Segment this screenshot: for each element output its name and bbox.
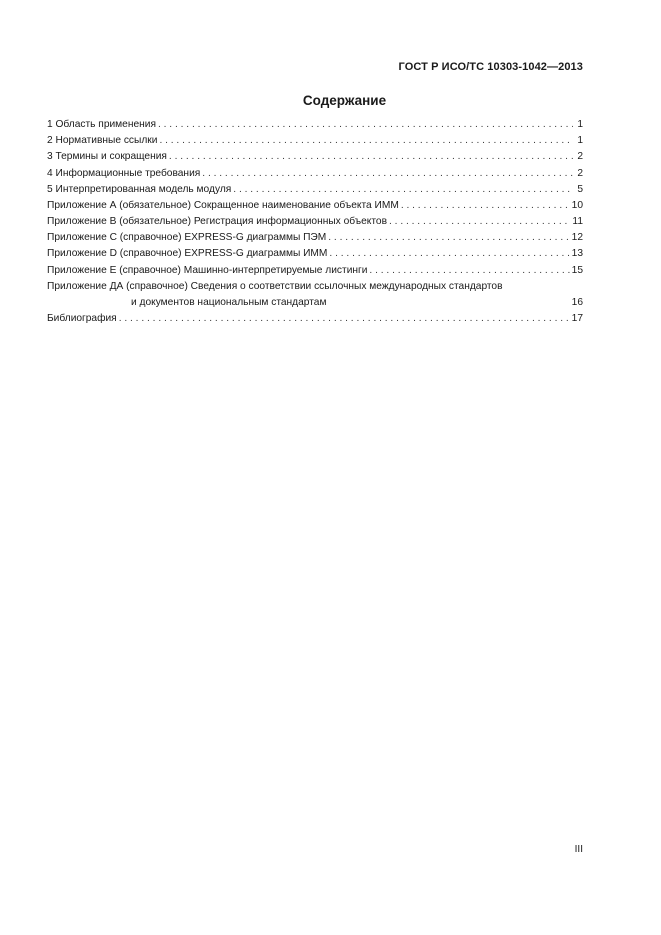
toc-leader-dots [158,117,573,133]
toc-entry-page: 1 [577,135,583,147]
toc-entry-text: 5 Интерпретированная модель модуля [47,183,232,195]
toc-entry-page: 1 [577,118,583,130]
page-title: Содержание [302,93,387,108]
table-of-contents [47,117,583,327]
toc-leader-dots [119,311,570,327]
toc-leader-dots [169,149,573,165]
toc-entry-page: 11 [572,216,583,228]
toc-entry-page: 10 [571,199,583,211]
toc-entry[interactable] [47,133,583,149]
toc-entry-text: 4 Информационные требования [47,167,201,179]
toc-entry[interactable] [47,247,583,263]
toc-entry[interactable] [47,198,583,214]
toc-entry[interactable] [47,149,583,165]
toc-entry-text: Приложение В (обязательное) Регистрация информационных объектов [47,216,387,228]
toc-entry-page: 15 [571,264,583,276]
toc-leader-dots [159,133,573,149]
toc-entry-page: 5 [577,183,583,195]
toc-leader-dots [233,182,573,198]
toc-entry[interactable] [47,166,583,182]
toc-entry-line2-row [47,295,583,311]
toc-entry-multiline[interactable] [47,279,583,311]
toc-entry-text: 3 Термины и сокращения [47,151,167,163]
toc-entry-text: Приложение Е (справочное) Машинно-интерпретируемые листинги [47,264,368,276]
toc-entry-page: 13 [571,248,583,260]
toc-entry-page: 2 [577,167,583,179]
toc-entry-text: Приложение А (обязательное) Сокращенное наименование объекта ИММ [47,199,399,211]
toc-entry-text: Приложение С (справочное) EXPRESS-G диаграммы ПЭМ [47,232,327,244]
toc-entry-page: 2 [577,151,583,163]
toc-entry-page: 12 [571,232,583,244]
toc-leader-dots [328,230,569,246]
toc-entry-text-line1: Приложение ДА (справочное) Сведения о соответствии ссылочных международных стандартов [47,280,503,292]
toc-entry[interactable] [47,182,583,198]
toc-entry[interactable] [47,214,583,230]
document-header: ГОСТ Р ИСО/ТС 10303-1042—2013 [398,61,583,73]
toc-entry[interactable] [47,117,583,133]
toc-leader-dots [401,198,570,214]
toc-leader-dots [389,214,570,230]
toc-entry-page: 17 [571,313,583,325]
toc-entry-text: Библиография [47,313,117,325]
toc-entry-text-line2: и документов национальным стандартам [131,297,327,309]
toc-entry-page: 16 [571,297,583,309]
page-number: III [574,844,583,855]
toc-leader-dots [329,246,569,262]
toc-entry-text: 2 Нормативные ссылки [47,135,158,147]
toc-entry-text: 1 Область применения [47,118,156,130]
toc-entry[interactable] [47,230,583,246]
toc-leader-dots [369,263,569,279]
toc-entry-text: Приложение D (справочное) EXPRESS-G диаграммы ИММ [47,248,328,260]
toc-leader-dots [202,166,573,182]
toc-entry[interactable] [47,311,583,327]
toc-entry[interactable] [47,263,583,279]
